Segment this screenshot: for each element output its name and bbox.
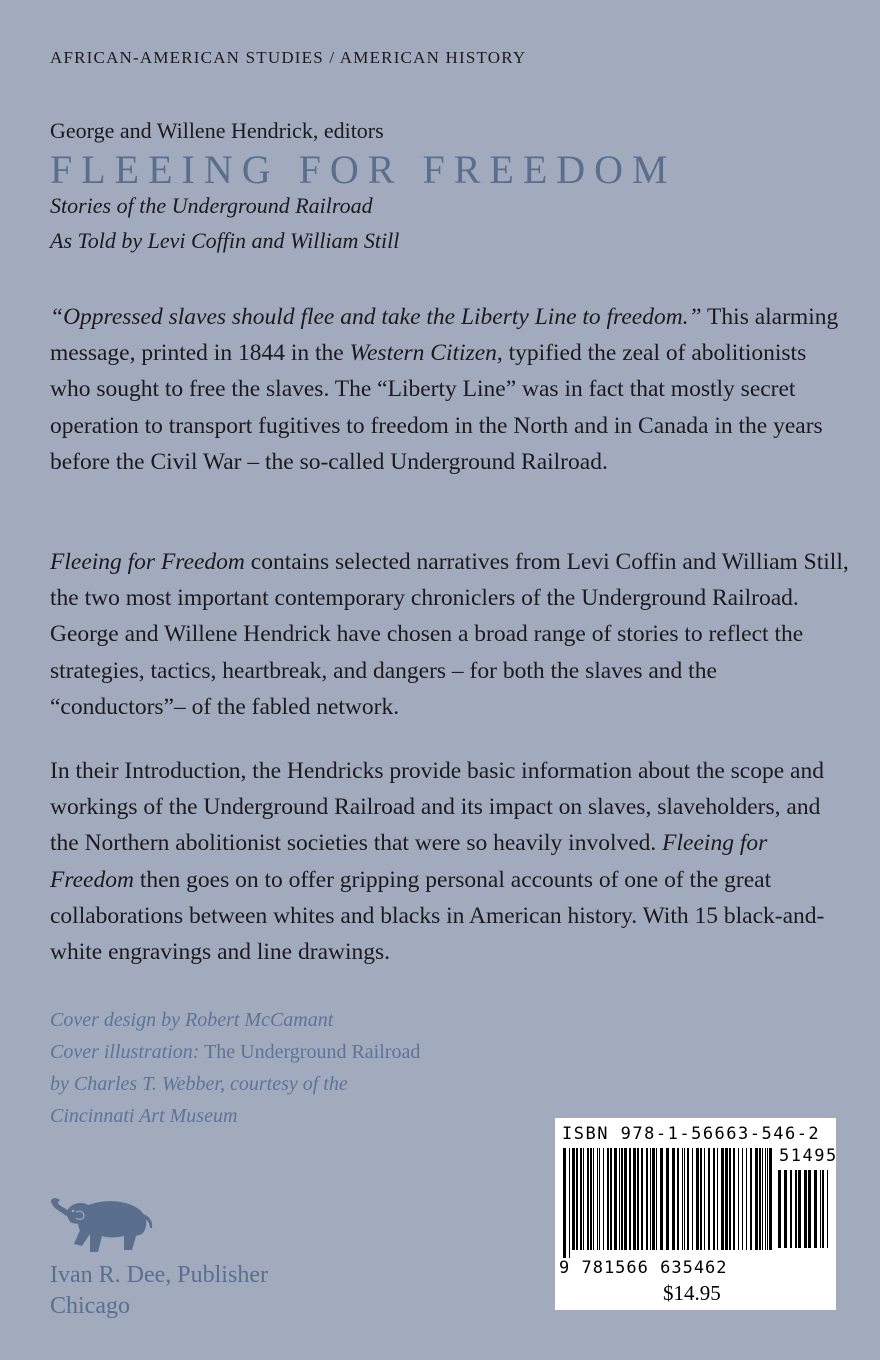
publisher-info (50, 1260, 268, 1322)
publication-name: Western Citizen, (349, 340, 503, 367)
paragraph-3-text-b: then goes on to offer gripping personal accounts of one of the great collaborations between whites and blacks in American history. With 15 black-and-white engravings and line drawings. (50, 866, 825, 966)
description-paragraph-1 (50, 299, 850, 480)
barcode-bar (682, 1148, 683, 1250)
elephant-icon (46, 1190, 156, 1256)
barcode-bar (641, 1148, 643, 1250)
barcode-bar (572, 1148, 575, 1250)
publisher-name: Ivan R. Dee, Publisher (50, 1262, 268, 1288)
barcode-bar (621, 1148, 623, 1250)
barcode-bar (587, 1148, 589, 1250)
cover-credits (50, 1004, 420, 1132)
isbn-number: ISBN 978-1-56663-546-2 (562, 1124, 821, 1144)
barcode-bar (660, 1148, 663, 1250)
artist-credit: by Charles T. Webber, courtesy of the (50, 1073, 348, 1095)
barcode-bar (750, 1148, 752, 1250)
paragraph-3-text-a: In their Introduction, the Hendricks provide basic information about the scope and workings of the Underground Railroad and its impact on slaves, slaveholders, and the Northern abolitionist societies that were so heavily involved. (50, 758, 824, 857)
barcode-bar (755, 1148, 758, 1250)
barcode-bar (746, 1148, 747, 1250)
cover-design-credit: Cover design by Robert McCamant (50, 1009, 334, 1031)
barcode-bar (599, 1148, 600, 1250)
subtitle-line-1: Stories of the Underground Railroad (50, 193, 373, 218)
barcode-bar (700, 1148, 702, 1250)
paragraph-1-text-a: This alarming message, printed in 1844 in the (50, 304, 839, 367)
barcode-bar (637, 1148, 639, 1250)
barcode-bar (684, 1148, 685, 1250)
barcode-bar (629, 1148, 631, 1250)
barcode-bar (725, 1148, 728, 1250)
barcode-bar (696, 1148, 699, 1250)
barcode-bar (576, 1148, 578, 1250)
barcode-bar (808, 1170, 811, 1248)
category-label: AFRICAN-AMERICAN STUDIES / AMERICAN HISTORY (50, 48, 527, 67)
paragraph-1-text-b: typified the zeal of abolitionists who sought to free the slaves. The “Liberty Line” was in fact that mostly secret operation to transport fugitives to freedom in the North and in Canada in the years before the Civil War – the so-called Underground Railroad. (50, 340, 823, 475)
barcode-bar (633, 1148, 636, 1250)
barcode-bar (607, 1148, 609, 1250)
barcode-bar (619, 1148, 620, 1250)
barcode-bar (820, 1170, 821, 1248)
description-paragraph-2 (50, 544, 850, 725)
publisher-city: Chicago (50, 1293, 130, 1319)
barcode-bar (610, 1148, 612, 1250)
subtitle-line-2: As Told by Levi Coffin and William Still (50, 228, 400, 253)
book-title-inline: Fleeing for Freedom (50, 830, 768, 893)
barcode-bar (656, 1148, 657, 1250)
barcode-bar (650, 1148, 651, 1250)
barcode-bar (717, 1148, 718, 1250)
barcode-bar (762, 1148, 763, 1250)
paragraph-2-text: contains selected narratives from Levi Coffin and William Still, the two most important contemporary chroniclers of the Underground Railroad. George and Willene Hendrick have chosen a broad range of stories to reflect the strategies, tactics, heartbreak, and dangers – for both the slaves and the “conductors”– of the fabled network. (50, 549, 849, 720)
barcode-bar (814, 1170, 817, 1248)
barcode-bar (704, 1148, 705, 1250)
barcode-bar (583, 1148, 584, 1250)
barcode-bar (738, 1148, 739, 1250)
barcode-bar (798, 1170, 801, 1248)
barcode-bar (733, 1148, 735, 1250)
liberty-line-quote: “Oppressed slaves should flee and take the Liberty Line to freedom.” (50, 304, 702, 330)
barcode-bar (795, 1170, 797, 1248)
addon-barcode (778, 1170, 830, 1256)
barcode-bar (790, 1170, 792, 1248)
barcode-bar (569, 1148, 570, 1258)
barcode-bar (580, 1148, 582, 1250)
ean-digits: 9 781566 635462 (559, 1258, 728, 1278)
barcode-bar (713, 1148, 715, 1250)
barcode-bar (759, 1148, 761, 1250)
illustration-title: The Underground Railroad (199, 1041, 421, 1063)
barcode-bar (742, 1148, 743, 1250)
barcode-bar (822, 1170, 824, 1248)
barcode-bar (765, 1148, 766, 1250)
barcode-bar (624, 1148, 627, 1250)
barcode-bar (778, 1170, 781, 1248)
book-title: FLEEING FOR FREEDOM (50, 147, 677, 192)
barcode-bar (593, 1148, 594, 1250)
price-addon-number: 51495 (779, 1146, 838, 1166)
barcode-bar (729, 1148, 731, 1250)
barcode-bar (767, 1148, 768, 1250)
barcode-bar (804, 1170, 807, 1248)
barcode-bar (666, 1148, 669, 1250)
description-paragraph-3 (50, 753, 850, 970)
barcode-bar (597, 1148, 598, 1250)
barcode-bar (827, 1170, 828, 1248)
cover-illustration-credit (50, 1036, 420, 1068)
barcode-bar (652, 1148, 655, 1250)
barcode-bar (677, 1148, 679, 1250)
barcode-bar (590, 1148, 592, 1250)
price: $14.95 (663, 1281, 721, 1305)
editors-line: George and Willene Hendrick, editors (50, 118, 384, 143)
barcode-bar (563, 1148, 566, 1258)
barcode-bar (692, 1148, 693, 1250)
ean-barcode (563, 1148, 775, 1258)
barcode-bar (646, 1148, 648, 1250)
barcode-bar (708, 1148, 710, 1250)
barcode-bar (603, 1148, 604, 1250)
barcode-bar (672, 1148, 675, 1250)
barcode-bar (687, 1148, 689, 1250)
barcode-bar (721, 1148, 724, 1250)
book-title-inline: Fleeing for Freedom (50, 549, 245, 575)
barcode-panel (555, 1118, 836, 1310)
barcode-bar (769, 1148, 772, 1250)
barcode-bar (614, 1148, 617, 1250)
illustration-label: Cover illustration: (50, 1041, 200, 1063)
museum-credit: Cincinnati Art Museum (50, 1105, 238, 1127)
barcode-bar (784, 1170, 787, 1248)
